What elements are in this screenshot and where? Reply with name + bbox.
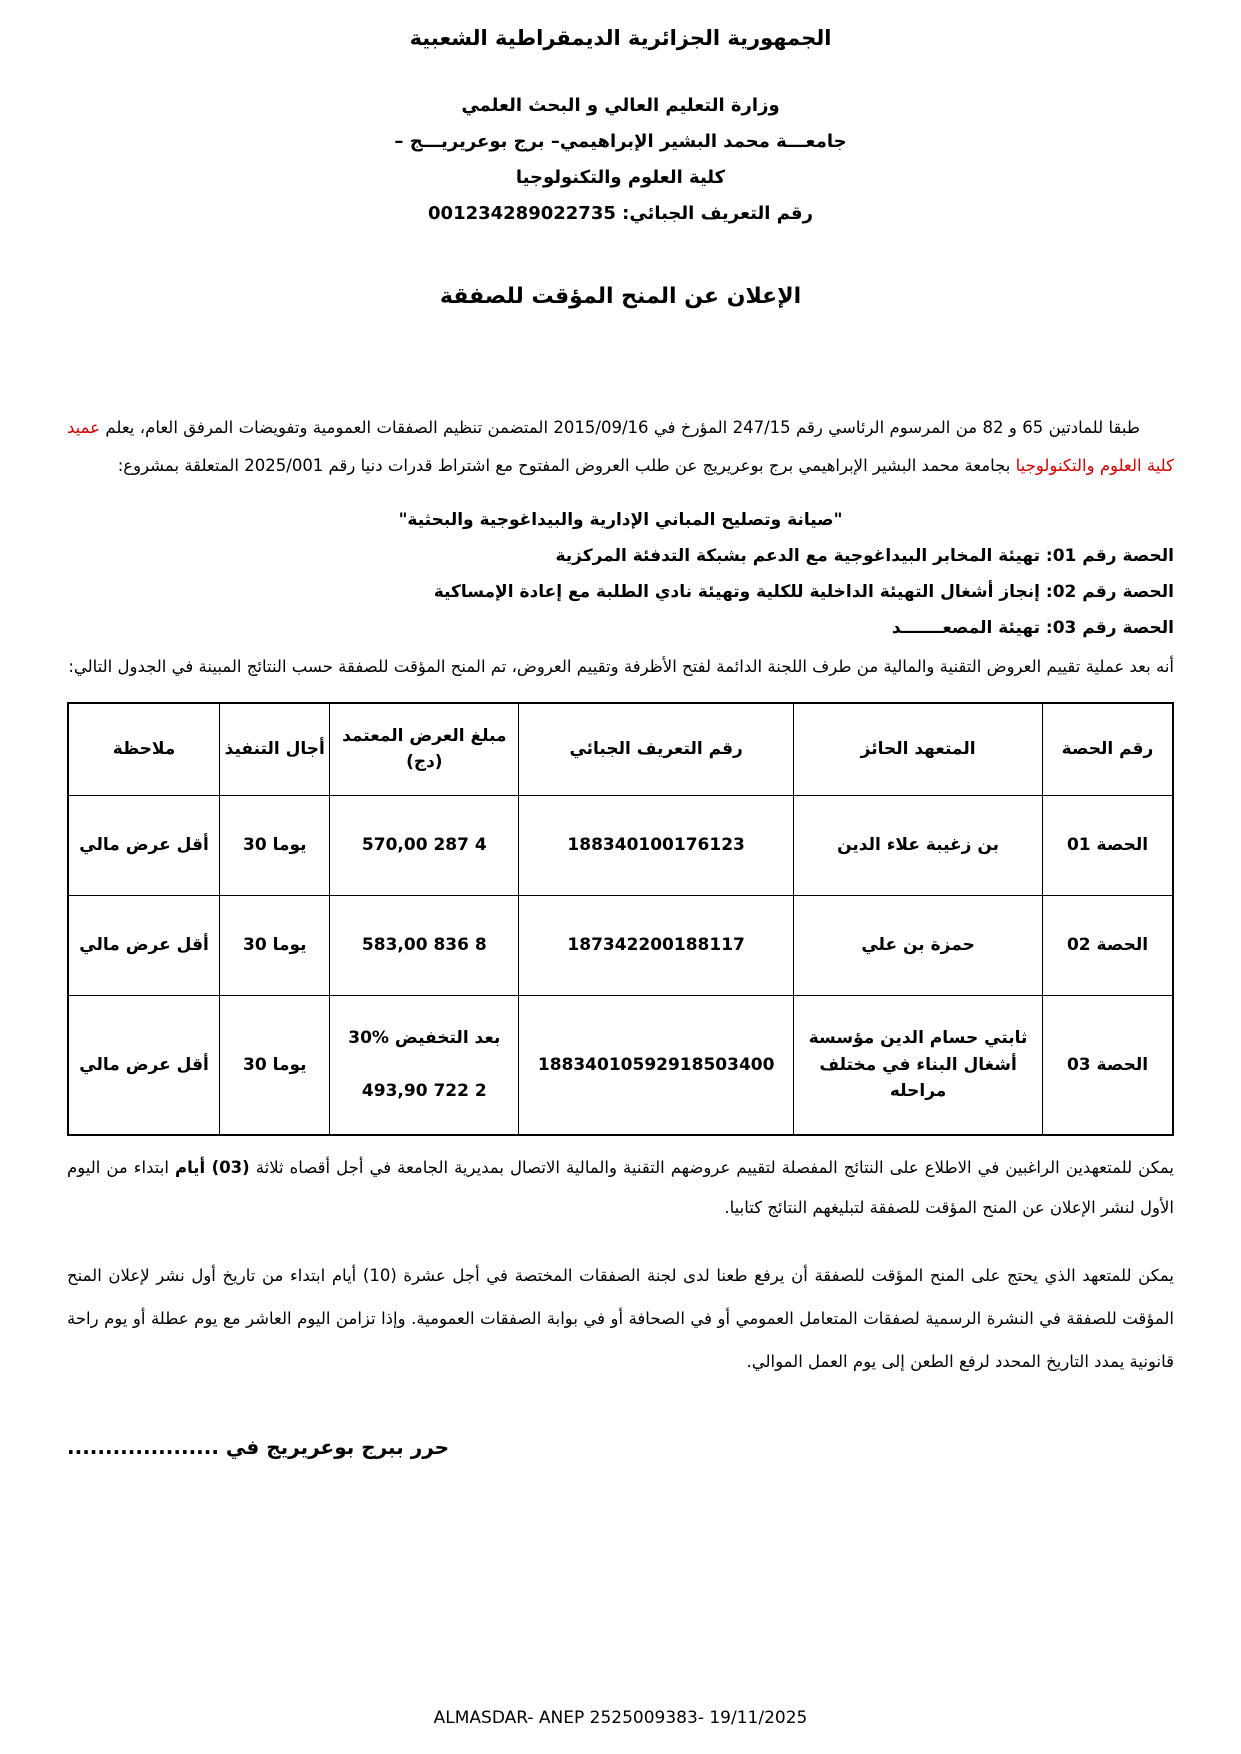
cell-bidder: حمزة بن علي xyxy=(794,895,1043,995)
col-header-tax-id: رقم التعريف الجبائي xyxy=(519,703,794,795)
lot-item-01: الحصة رقم 01: تهيئة المخابر البيداغوجية مع الدعم بشبكة التدفئة المركزية xyxy=(555,545,1174,566)
cell-bidder: ثابتي حسام الدين مؤسسة أشغال البناء في مختلف مراحله xyxy=(794,995,1043,1135)
consult-text-part1: يمكن للمتعهدين الراغبين في الاطلاع على النتائج المفصلة لتقييم عروضهم التقنية والمالية الاتصال بمديرية الجامعة في أجل أقصاه ثلاثة xyxy=(249,1158,1174,1177)
project-title: "صيانة وتصليح المباني الإدارية والبيداغوجية والبحثية" xyxy=(398,509,843,530)
consult-bold-days: (03) أيام xyxy=(174,1158,250,1177)
cell-deadline: 30 يوما xyxy=(220,895,330,995)
col-header-bidder: المتعهد الحائز xyxy=(794,703,1043,795)
cell-amount: 4 287 570,00 xyxy=(330,795,519,895)
table-header-row xyxy=(68,703,1173,795)
intro-red-text: عميد كلية العلوم والتكنولوجيا xyxy=(67,418,1174,475)
cell-note: أقل عرض مالي xyxy=(68,895,220,995)
signature-line: حرر ببرج بوعريريج في .................... xyxy=(67,1435,450,1459)
cell-deadline: 30 يوما xyxy=(220,795,330,895)
table-row-lot-03 xyxy=(68,995,1173,1135)
col-header-amount: مبلغ العرض المعتمد (دج) xyxy=(330,703,519,795)
cell-tax-id: 188340100176123 xyxy=(519,795,794,895)
cell-amount xyxy=(330,995,519,1135)
lot-item-03: الحصة رقم 03: تهيئة المصعـــــــد xyxy=(891,617,1174,638)
table-row-lot-02 xyxy=(68,895,1173,995)
header-ministry: وزارة التعليم العالي و البحث العلمي xyxy=(461,95,780,116)
table-row-lot-01 xyxy=(68,795,1173,895)
cell-note: أقل عرض مالي xyxy=(68,995,220,1135)
cell-lot-number: الحصة 01 xyxy=(1043,795,1173,895)
intro-text-part1: طبقا للمادتين 65 و 82 من المرسوم الرئاسي رقم 247/15 المؤرخ في 2015/09/16 المتضمن تنظيم الصفقات العمومية وتفويضات المرفق العام، يعلم xyxy=(100,418,1140,437)
footer-credit: ALMASDAR- ANEP 2525009383- 19/11/2025 xyxy=(433,1708,808,1728)
header-republic: الجمهورية الجزائرية الديمقراطية الشعبية xyxy=(409,26,832,50)
cell-deadline: 30 يوما xyxy=(220,995,330,1135)
cell-lot-number: الحصة 03 xyxy=(1043,995,1173,1135)
header-tax-id: رقم التعريف الجبائي: 001234289022735 xyxy=(428,203,813,224)
intro-paragraph xyxy=(67,409,1174,485)
cell-tax-id: 187342200188117 xyxy=(519,895,794,995)
header-university: جامعـــة محمد البشير الإبراهيمي– برج بوعريريـــج – xyxy=(394,131,847,152)
header-faculty: كلية العلوم والتكنولوجيا xyxy=(515,167,726,188)
lot-item-02: الحصة رقم 02: إنجاز أشغال التهيئة الداخلية للكلية وتهيئة نادي الطلبة مع إعادة الإمساكية xyxy=(433,581,1174,602)
col-header-note: ملاحظة xyxy=(68,703,220,795)
cell-amount: 8 836 583,00 xyxy=(330,895,519,995)
col-header-lot: رقم الحصة xyxy=(1043,703,1173,795)
results-intro-paragraph: أنه بعد عملية تقييم العروض التقنية والمالية من طرف اللجنة الدائمة لفتح الأظرفة وتقييم العروض، تم المنح المؤقت للصفقة حسب النتائج المبينة في الجدول التالي: xyxy=(68,656,1174,676)
intro-text-part2: بجامعة محمد البشير الإبراهيمي برج بوعريريج عن طلب العروض المفتوح مع اشتراط قدرات دنيا رقم 2025/001 المتعلقة بمشروع: xyxy=(117,456,1016,475)
cell-lot-number: الحصة 02 xyxy=(1043,895,1173,995)
consult-text-part2: ابتداء من اليوم الأول لنشر الإعلان عن المنح المؤقت للصفقة لتبليغهم النتائج كتابيا. xyxy=(67,1158,1174,1217)
cell-tax-id: 18834010592918503400 xyxy=(519,995,794,1135)
document-title: الإعلان عن المنح المؤقت للصفقة xyxy=(439,284,802,309)
appeal-paragraph: يمكن للمتعهد الذي يحتج على المنح المؤقت للصفقة أن يرفع طعنا لدى لجنة الصفقات المختصة في أجل عشرة (10) أيام ابتداء من تاريخ أول نشر لإعلان المنح المؤقت للصفقة في النشرة الرسمية لصفقات المتعامل العمومي أو في الصحافة أو في بوابة الصفقات العمومية. وإذا تزامن اليوم العاشر مع يوم عطلة أو يوم راحة قانونية يمدد التاريخ المحدد لرفع الطعن إلى يوم العمل الموالي. xyxy=(67,1266,1174,1371)
cell-note: أقل عرض مالي xyxy=(68,795,220,895)
amount-value: 2 722 493,90 xyxy=(361,1080,487,1101)
col-header-deadline: أجال التنفيذ xyxy=(220,703,330,795)
amount-discount-note: بعد التخفيض %30 xyxy=(348,1028,501,1049)
results-table xyxy=(67,702,1174,1136)
cell-bidder: بن زغيبة علاء الدين xyxy=(794,795,1043,895)
header-block xyxy=(67,88,1174,232)
lots-list xyxy=(67,538,1174,646)
consult-paragraph xyxy=(67,1148,1174,1228)
